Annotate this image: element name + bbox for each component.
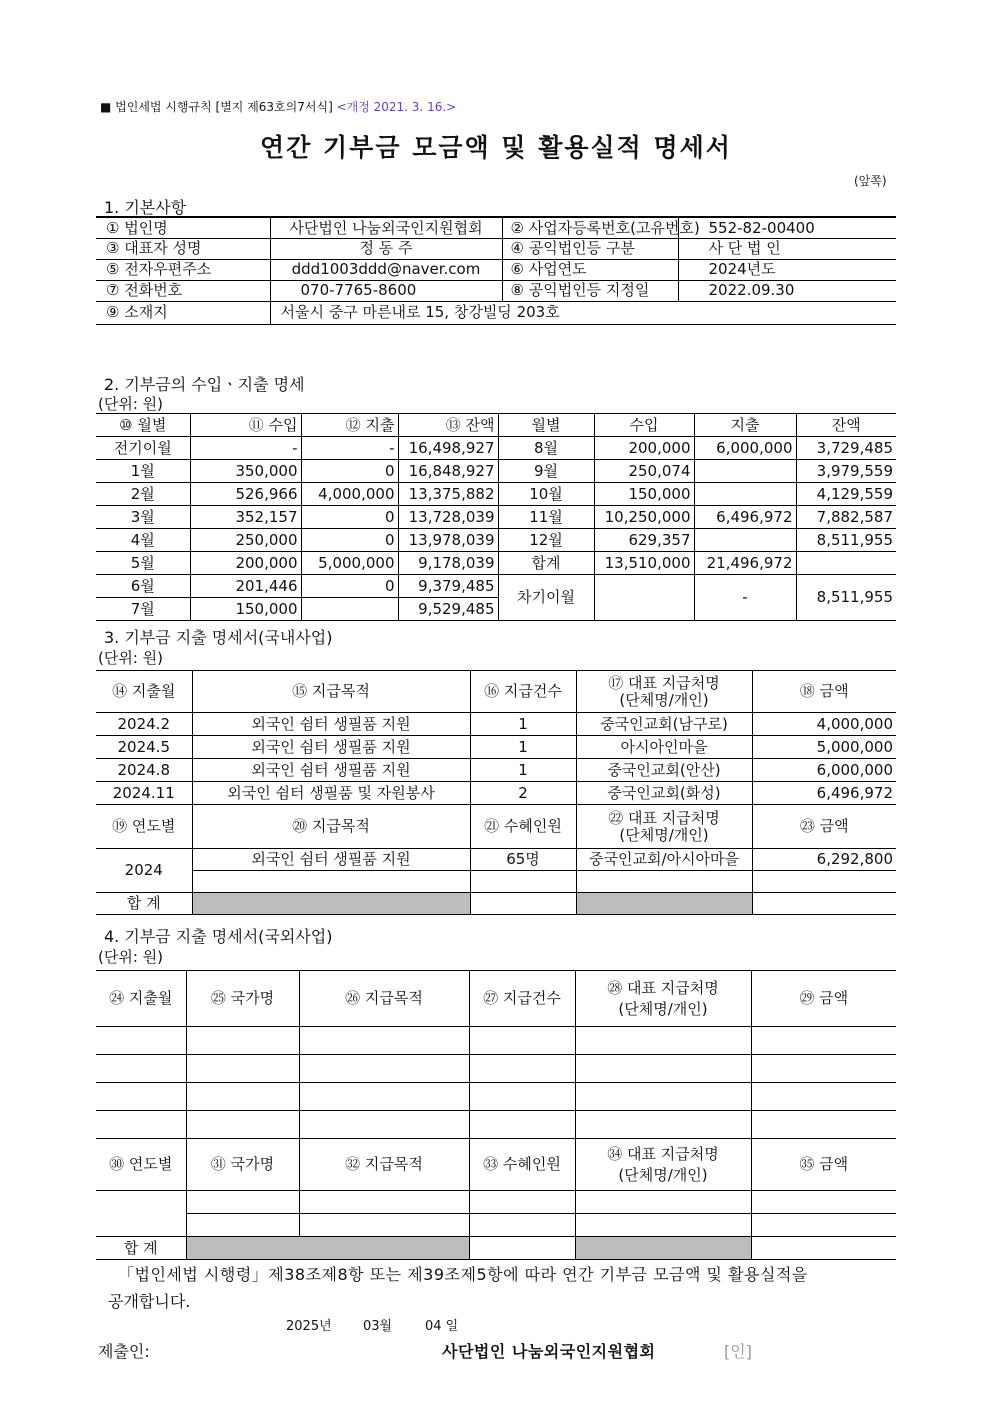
empty-cell: [575, 1055, 751, 1083]
cell: 0: [301, 460, 398, 483]
cell: 2024.11: [96, 782, 192, 805]
cell: 13,978,039: [398, 529, 498, 552]
value-rep-name: 정 동 주: [270, 238, 502, 259]
cell: 2024.8: [96, 759, 192, 782]
empty-cell: [575, 1083, 751, 1111]
empty-cell: [469, 1027, 575, 1055]
empty-cell: [751, 1027, 896, 1055]
cell: 526,966: [190, 483, 301, 506]
table-row: [96, 552, 896, 575]
cell: 7,882,587: [816, 507, 893, 526]
empty-cell: [751, 1055, 896, 1083]
table-row: [96, 1055, 896, 1083]
table-row: [96, 871, 896, 893]
cell: 6,000,000: [694, 437, 796, 460]
cell: 8,511,955: [816, 530, 893, 549]
cell: 중국인교회(남구로): [576, 713, 752, 736]
cell: 1: [470, 759, 576, 782]
cell: 2024.2: [96, 713, 192, 736]
cell: 외국인 쉼터 생필품 지원: [192, 713, 470, 736]
empty-cell: [96, 1191, 186, 1237]
cell: 12월: [498, 529, 594, 552]
empty-cell: [469, 1191, 575, 1214]
cell: 9,379,485: [398, 575, 498, 598]
col-header: ⑱ 금액: [799, 682, 849, 701]
cell: 352,157: [190, 506, 301, 529]
col-header-line: (단체명/개인): [619, 825, 709, 844]
empty-cell: [470, 893, 576, 915]
label-rep-name: ③ 대표자 성명: [96, 238, 270, 259]
income-expense-table: [96, 413, 896, 621]
col-header: [575, 1139, 751, 1191]
section3-unit: (단위: 원): [98, 649, 163, 667]
cell: 6,000,000: [816, 760, 893, 779]
section4-heading: 4. 기부금 지출 명세서(국외사업): [104, 927, 333, 946]
cell: 2024.5: [96, 736, 192, 759]
table-header-row: [96, 1139, 896, 1191]
table-row: [96, 460, 896, 483]
label-designation-date: ⑧ 공익법인등 지정일: [502, 280, 678, 301]
col-header: ㉝ 수혜인원: [469, 1139, 575, 1191]
cell: 6월: [96, 575, 190, 598]
cell: 3월: [96, 506, 190, 529]
empty-cell: [469, 1055, 575, 1083]
empty-cell: [751, 1214, 896, 1237]
label-phone: ⑦ 전화번호: [96, 280, 270, 301]
cell: 5,000,000: [816, 737, 893, 756]
empty-cell: [299, 1214, 469, 1237]
table-row: [96, 1191, 896, 1214]
empty-cell: [469, 1237, 575, 1260]
empty-cell: [299, 1055, 469, 1083]
cell: 629,357: [594, 529, 694, 552]
cell: 3,979,559: [816, 461, 893, 480]
cell: 9,178,039: [398, 552, 498, 575]
col-header: ㉙ 금액: [799, 989, 849, 1008]
cell: [694, 460, 796, 483]
cell: 4,000,000: [816, 714, 893, 733]
seal-mark: [인]: [724, 1342, 752, 1361]
empty-cell: [751, 1111, 896, 1139]
cell: -: [190, 437, 301, 460]
col-header: ⑳ 지급목적: [192, 805, 470, 849]
cell: 10,250,000: [594, 506, 694, 529]
empty-cell: [576, 893, 752, 915]
empty-cell: [469, 1083, 575, 1111]
col-header-line: ㉞ 대표 지급처명: [607, 1145, 719, 1163]
table-row: [96, 782, 896, 805]
empty-cell: [186, 1214, 299, 1237]
basic-info-table: [96, 216, 896, 325]
side-label: (앞쪽): [854, 174, 887, 188]
section4-unit: (단위: 원): [98, 948, 163, 966]
cell: 5,000,000: [301, 552, 398, 575]
section2-unit: (단위: 원): [98, 395, 163, 413]
form-ref-text: ■ 법인세법 시행규칙 [별지 제63호의7서식]: [100, 100, 333, 114]
cell: [694, 483, 796, 506]
cell: 11월: [498, 506, 594, 529]
col-header: ㉑ 수혜인원: [470, 805, 576, 849]
empty-cell: [96, 1027, 186, 1055]
table-row: [96, 437, 896, 460]
date-month: 03월: [363, 1319, 393, 1334]
cell: 전기이월: [96, 437, 190, 460]
empty-cell: [751, 1083, 896, 1111]
empty-cell: [299, 1111, 469, 1139]
cell: 아시아인마을: [576, 736, 752, 759]
total-label: 합계: [498, 552, 594, 575]
cell: 65명: [470, 849, 576, 871]
empty-cell: [751, 1237, 896, 1260]
cell: 1: [470, 736, 576, 759]
cell: 13,375,882: [398, 483, 498, 506]
col-header-line: ㉘ 대표 지급처명: [607, 979, 719, 997]
basic-info-row: [96, 301, 896, 324]
col-header: [576, 671, 752, 713]
col-header: ⑭ 지출월: [96, 671, 192, 713]
empty-cell: [186, 1237, 469, 1260]
empty-cell: [96, 1111, 186, 1139]
cell: 1월: [96, 460, 190, 483]
table-row: [96, 575, 896, 598]
empty-cell: [575, 1214, 751, 1237]
total-income: 13,510,000: [594, 552, 694, 575]
page-title: 연간 기부금 모금액 및 활용실적 명세서: [260, 133, 732, 162]
label-email: ⑤ 전자우편주소: [96, 259, 270, 280]
submitter-label: 제출인:: [98, 1342, 150, 1361]
value-email: ddd1003ddd@naver.com: [270, 259, 502, 280]
cell: 0: [301, 506, 398, 529]
cell: 8월: [498, 437, 594, 460]
col-header: 수입: [594, 414, 694, 437]
statement-line2: 공개합니다.: [108, 1292, 191, 1311]
empty-cell: [575, 1191, 751, 1214]
empty-cell: [576, 871, 752, 893]
date-year: 2025년: [286, 1319, 332, 1334]
cell: 외국인 쉼터 생필품 및 자원봉사: [192, 782, 470, 805]
col-header: ⑮ 지급목적: [192, 671, 470, 713]
date-day: 04 일: [425, 1319, 459, 1334]
total-label: 합 계: [96, 893, 192, 915]
domestic-expense-table: [96, 670, 896, 915]
total-row: [96, 1237, 896, 1260]
empty-cell: [751, 1191, 896, 1214]
cell: 200,000: [190, 552, 301, 575]
empty-cell: [299, 1191, 469, 1214]
col-header: ㉖ 지급목적: [299, 971, 469, 1027]
empty-cell: [575, 1027, 751, 1055]
cell: 3,729,485: [816, 438, 893, 457]
value-biz-number: 552-82-00400: [708, 218, 815, 237]
label-corp-name: ① 법인명: [96, 217, 270, 238]
empty-cell: [96, 1083, 186, 1111]
table-header-row: [96, 971, 896, 1027]
empty-cell: [752, 871, 896, 893]
empty-cell: [192, 871, 470, 893]
table-row: [96, 736, 896, 759]
table-row: [96, 1027, 896, 1055]
col-header: ⑬ 잔액: [398, 414, 498, 437]
col-header: ⑫ 지출: [301, 414, 398, 437]
basic-info-row: [96, 259, 896, 280]
value-designation-date: 2022.09.30: [708, 281, 795, 300]
form-reference: [100, 98, 456, 115]
cell: -: [301, 437, 398, 460]
col-header: [576, 805, 752, 849]
cell: 6,496,972: [816, 783, 893, 802]
col-header: ㉛ 국가명: [186, 1139, 299, 1191]
year-cell: 2024: [96, 849, 192, 893]
table-row: [96, 713, 896, 736]
col-header-line: (단체명/개인): [618, 999, 708, 1018]
empty-cell: [186, 1027, 299, 1055]
empty-cell: [575, 1237, 751, 1260]
cell: 4,129,559: [816, 484, 893, 503]
col-header: 월별: [498, 414, 594, 437]
table-row: [96, 529, 896, 552]
total-label: 합 계: [96, 1237, 186, 1260]
empty-cell: [186, 1083, 299, 1111]
label-biz-number: ② 사업자등록번호(고유번호): [502, 217, 678, 238]
empty-cell: [575, 1111, 751, 1139]
empty-cell: [192, 893, 470, 915]
submitter-name: 사단법인 나눔외국인지원협회: [442, 1342, 656, 1361]
table-header-row: [96, 671, 896, 713]
col-header: ㉜ 지급목적: [299, 1139, 469, 1191]
col-header: ㉗ 지급건수: [469, 971, 575, 1027]
cell: [796, 552, 896, 575]
cell: [694, 529, 796, 552]
table-row: [96, 849, 896, 871]
empty-cell: [186, 1191, 299, 1214]
cell: 0: [301, 575, 398, 598]
empty-cell: [470, 871, 576, 893]
cell: 13,728,039: [398, 506, 498, 529]
cell: 4,000,000: [301, 483, 398, 506]
cell: 9,529,485: [398, 598, 498, 621]
col-header-line: ⑰ 대표 지급처명: [608, 674, 720, 692]
cell: 200,000: [594, 437, 694, 460]
cell: 250,074: [594, 460, 694, 483]
cell: 외국인 쉼터 생필품 지원: [192, 849, 470, 871]
cell: 외국인 쉼터 생필품 지원: [192, 736, 470, 759]
empty-cell: [299, 1027, 469, 1055]
col-header-line: (단체명/개인): [619, 690, 709, 709]
empty-cell: [469, 1214, 575, 1237]
col-header: ㉓ 금액: [799, 817, 849, 836]
cell: 중국인교회/아시아마을: [576, 849, 752, 871]
basic-info-row: [96, 238, 896, 259]
carry-forward-label: 차기이월: [498, 575, 594, 621]
cell: 2: [470, 782, 576, 805]
value-corp-type: 사 단 법 인: [708, 239, 781, 258]
cell: [301, 598, 398, 621]
col-header: ㉟ 금액: [799, 1155, 849, 1174]
col-header: ㉚ 연도별: [96, 1139, 186, 1191]
label-address: ⑨ 소재지: [96, 301, 270, 324]
col-header-line: ㉒ 대표 지급처명: [608, 809, 720, 827]
statement-line1: 「법인세법 시행령」제38조제8항 또는 제39조제5항에 따라 연간 기부금 모금액 및 활용실적을: [118, 1265, 808, 1284]
cell: 250,000: [190, 529, 301, 552]
cell: 1: [470, 713, 576, 736]
cell: 중국인교회(화성): [576, 782, 752, 805]
cell: 7월: [96, 598, 190, 621]
cell: 2월: [96, 483, 190, 506]
cell: 9월: [498, 460, 594, 483]
cell: 201,446: [190, 575, 301, 598]
carry-income: [594, 575, 694, 621]
empty-cell: [299, 1083, 469, 1111]
cell: 중국인교회(안산): [576, 759, 752, 782]
cell: 외국인 쉼터 생필품 지원: [192, 759, 470, 782]
revision-text: <개정 2021. 3. 16.>: [336, 100, 457, 114]
table-row: [96, 1111, 896, 1139]
carry-expense: -: [694, 575, 796, 621]
total-expense: 21,496,972: [694, 552, 796, 575]
section1-heading: 1. 기본사항: [104, 198, 187, 217]
cell: 4월: [96, 529, 190, 552]
table-header-row: [96, 805, 896, 849]
empty-cell: [469, 1111, 575, 1139]
overseas-expense-table: [96, 970, 896, 1260]
section3-heading: 3. 기부금 지출 명세서(국내사업): [104, 628, 333, 647]
table-header-row: [96, 414, 896, 437]
cell: 6,496,972: [694, 506, 796, 529]
cell: 16,498,927: [398, 437, 498, 460]
table-row: [96, 483, 896, 506]
empty-cell: [186, 1055, 299, 1083]
cell: 10월: [498, 483, 594, 506]
value-address: 서울시 중구 마른내로 15, 창강빌딩 203호: [280, 303, 560, 322]
carry-balance: 8,511,955: [816, 588, 893, 607]
col-header: ⑲ 연도별: [96, 805, 192, 849]
cell: 6,292,800: [816, 850, 893, 869]
basic-info-row: [96, 280, 896, 301]
col-header: ⑩ 월별: [96, 414, 190, 437]
total-row: [96, 893, 896, 915]
table-row: [96, 759, 896, 782]
value-phone: 070-7765-8600: [270, 280, 502, 301]
value-fiscal-year: 2024년도: [708, 260, 776, 279]
cell: 150,000: [594, 483, 694, 506]
empty-cell: [752, 893, 896, 915]
label-fiscal-year: ⑥ 사업연도: [502, 259, 678, 280]
col-header: ㉕ 국가명: [186, 971, 299, 1027]
cell: 150,000: [190, 598, 301, 621]
col-header: ⑪ 수입: [190, 414, 301, 437]
cell: 350,000: [190, 460, 301, 483]
col-header: 지출: [694, 414, 796, 437]
empty-cell: [96, 1055, 186, 1083]
col-header: ㉔ 지출월: [96, 971, 186, 1027]
section2-heading: 2. 기부금의 수입ㆍ지출 명세: [104, 375, 305, 394]
label-corp-type: ④ 공익법인등 구분: [502, 238, 678, 259]
basic-info-row: [96, 217, 896, 238]
table-row: [96, 506, 896, 529]
table-row: [96, 1083, 896, 1111]
col-header-line: (단체명/개인): [618, 1165, 708, 1184]
col-header: 잔액: [831, 415, 861, 434]
empty-cell: [186, 1111, 299, 1139]
cell: 0: [301, 529, 398, 552]
value-corp-name: 사단법인 나눔외국인지원협회: [270, 217, 502, 238]
cell: 16,848,927: [398, 460, 498, 483]
col-header: [575, 971, 751, 1027]
col-header: ⑯ 지급건수: [470, 671, 576, 713]
cell: 5월: [96, 552, 190, 575]
table-row: [96, 1214, 896, 1237]
